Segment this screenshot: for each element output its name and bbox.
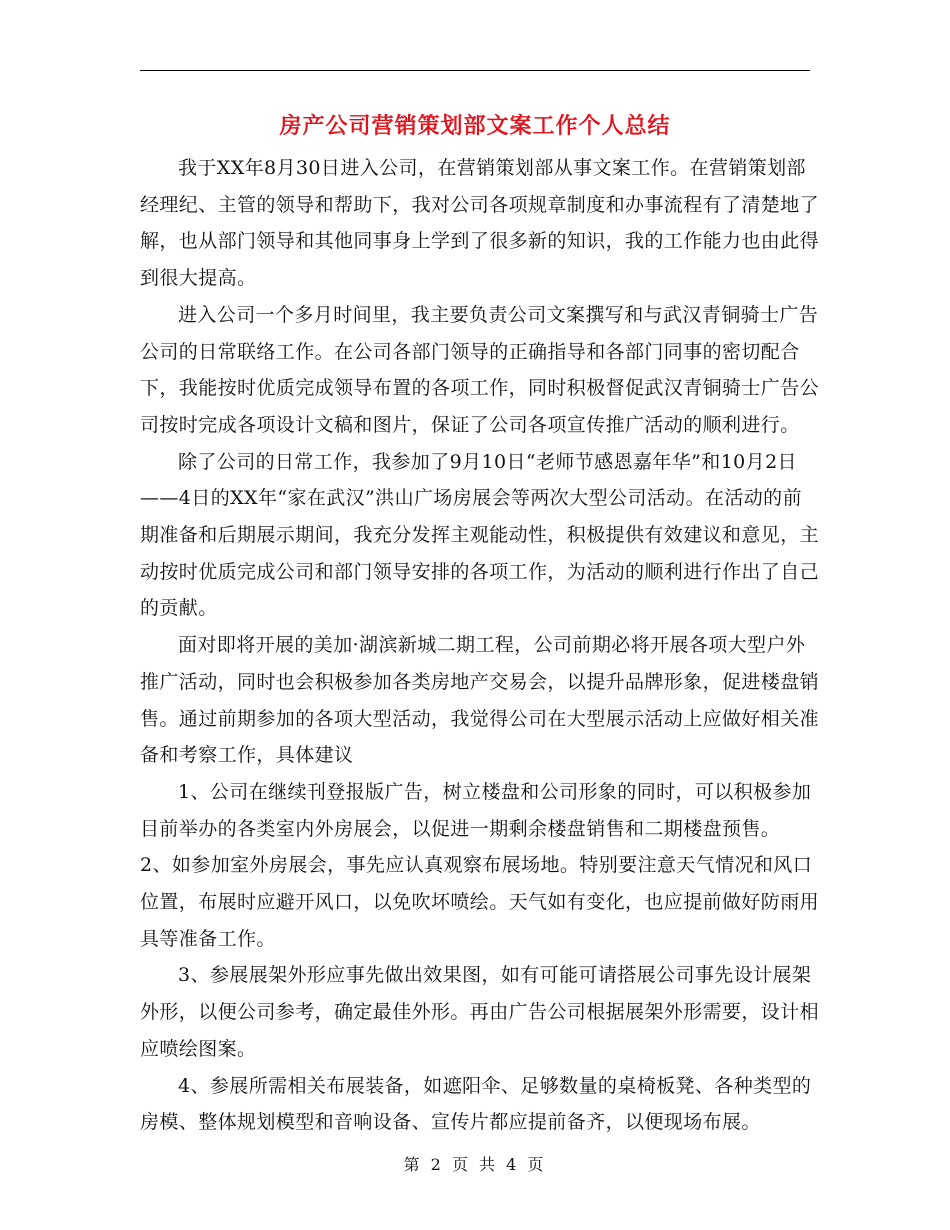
document-title: 房产公司营销策划部文案工作个人总结 (279, 113, 671, 139)
paragraph-2: 进入公司一个多月时间里，我主要负责公司文案撰写和与武汉青铜骑士广告公司的日常联络工作。在公司各部门领导的正确指导和各部门同事的密切配合下，我能按时优质完成领导布置的各项工作，同时积极督促武汉青铜骑士广告公司按时完成各项设计文稿和图片，保证了公司各项宣传推广活动的顺利进行。 (140, 303, 820, 436)
paragraph-6: 3、参展展架外形应事先做出效果图，如有可能可请搭展公司事先设计展架外形，以便公司参考，确定最佳外形。再由广告公司根据展架外形需要，设计相应喷绘图案。 (140, 964, 820, 1060)
paragraph-1: 我于XX年8月30日进入公司，在营销策划部从事文案工作。在营销策划部经理纪、主管的领导和帮助下，我对公司各项规章制度和办事流程有了清楚地了解，也从部门领导和其他同事身上学到了很多新的知识，我的工作能力也由此得到很大提高。 (140, 157, 820, 290)
page-number-label: 第 2 页 共 4 页 (403, 1155, 547, 1174)
document-body (140, 150, 820, 1141)
paragraph-5: 1、公司在继续刊登报版广告，树立楼盘和公司形象的同时，可以积极参加目前举办的各类室内外房展会，以促进一期剩余楼盘销售和二期楼盘预售。 2、如参加室外房展会，事先应认真观察布展场地。特别要注意天气情况和风口位置，布展时应避开风口，以免吹坏喷绘。天气如有变化，也应提前做好防雨用具等准备工作。 (140, 780, 820, 950)
page-footer (0, 1152, 950, 1175)
paragraph-3: 除了公司的日常工作，我参加了9月10日“老师节感恩嘉年华”和10月2日——4日的XX年“家在武汉”洪山广场房展会等两次大型公司活动。在活动的前期准备和后期展示期间，我充分发挥主观能动性，积极提供有效建议和意见，主动按时优质完成公司和部门领导安排的各项工作，为活动的顺利进行作出了自己的贡献。 (140, 450, 820, 620)
header-rule (140, 70, 810, 71)
paragraph-7: 4、参展所需相关布展装备，如遮阳伞、足够数量的桌椅板凳、各种类型的房模、整体规划模型和音响设备、宣传片都应提前备齐，以便现场布展。 (140, 1074, 812, 1134)
paragraph-4: 面对即将开展的美加·湖滨新城二期工程，公司前期必将开展各项大型户外推广活动，同时也会积极参加各类房地产交易会，以提升品牌形象，促进楼盘销售。通过前期参加的各项大型活动，我觉得公司在大型展示活动上应做好相关准备和考察工作，具体建议 (140, 634, 820, 767)
